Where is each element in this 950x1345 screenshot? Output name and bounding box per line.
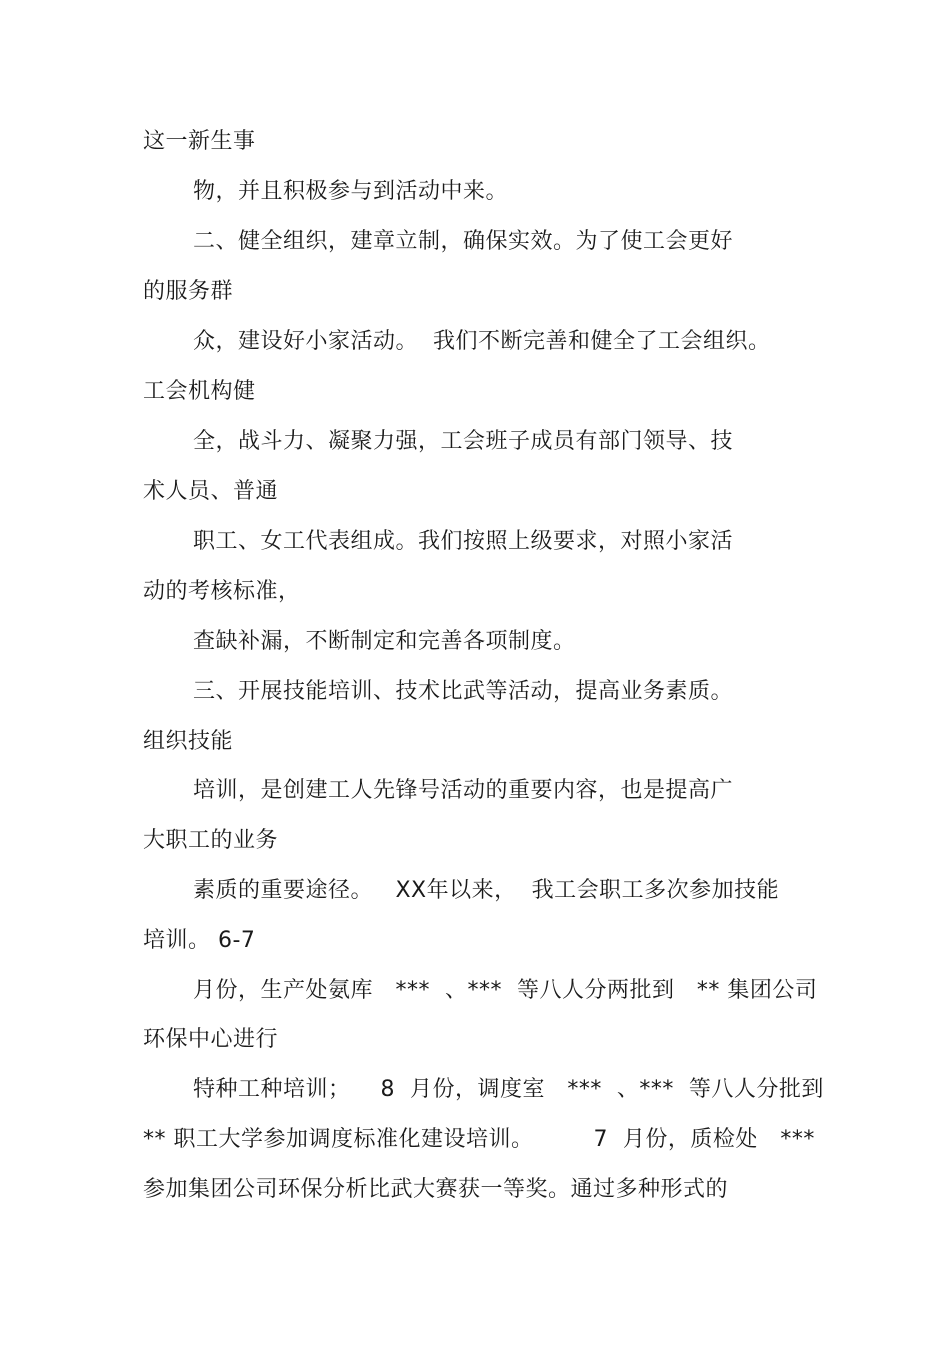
- text-line: 月份，生产处氨库 *** 、*** 等八人分两批到 ** 集团公司: [193, 978, 818, 1003]
- text-line: 特种工种培训； 8 月份，调度室 *** 、*** 等八人分批到: [193, 1077, 824, 1102]
- text-line: 术人员、普通: [143, 479, 279, 504]
- text-line: 的服务群: [143, 279, 234, 304]
- text-line: 二、健全组织，建章立制，确保实效。为了使工会更好: [193, 229, 734, 254]
- text-line: 三、开展技能培训、技术比武等活动，提高业务素质。: [193, 679, 734, 704]
- text-line: 这一新生事: [143, 129, 256, 154]
- text-line: 环保中心进行: [143, 1027, 279, 1052]
- text-line: 培训，是创建工人先锋号活动的重要内容，也是提高广: [193, 778, 734, 803]
- text-line: 全，战斗力、凝聚力强，工会班子成员有部门领导、技: [193, 429, 734, 454]
- text-line: 大职工的业务: [143, 828, 279, 853]
- text-line: 组织技能: [143, 729, 234, 754]
- text-line: 动的考核标准，: [143, 579, 301, 604]
- text-line: 培训。 6-7: [143, 928, 256, 953]
- text-line: 参加集团公司环保分析比武大赛获一等奖。通过多种形式的: [143, 1177, 729, 1202]
- text-line: 素质的重要途径。 XX年以来， 我工会职工多次参加技能: [193, 878, 780, 903]
- text-line: 众，建设好小家活动。 我们不断完善和健全了工会组织。: [193, 329, 771, 354]
- text-line: 查缺补漏，不断制定和完善各项制度。: [193, 629, 576, 654]
- text-line: 工会机构健: [143, 379, 256, 404]
- text-line: 职工、女工代表组成。我们按照上级要求，对照小家活: [193, 529, 734, 554]
- text-line: 物，并且积极参与到活动中来。: [193, 179, 509, 204]
- text-line: ** 职工大学参加调度标准化建设培训。 7 月份，质检处 ***: [143, 1127, 815, 1152]
